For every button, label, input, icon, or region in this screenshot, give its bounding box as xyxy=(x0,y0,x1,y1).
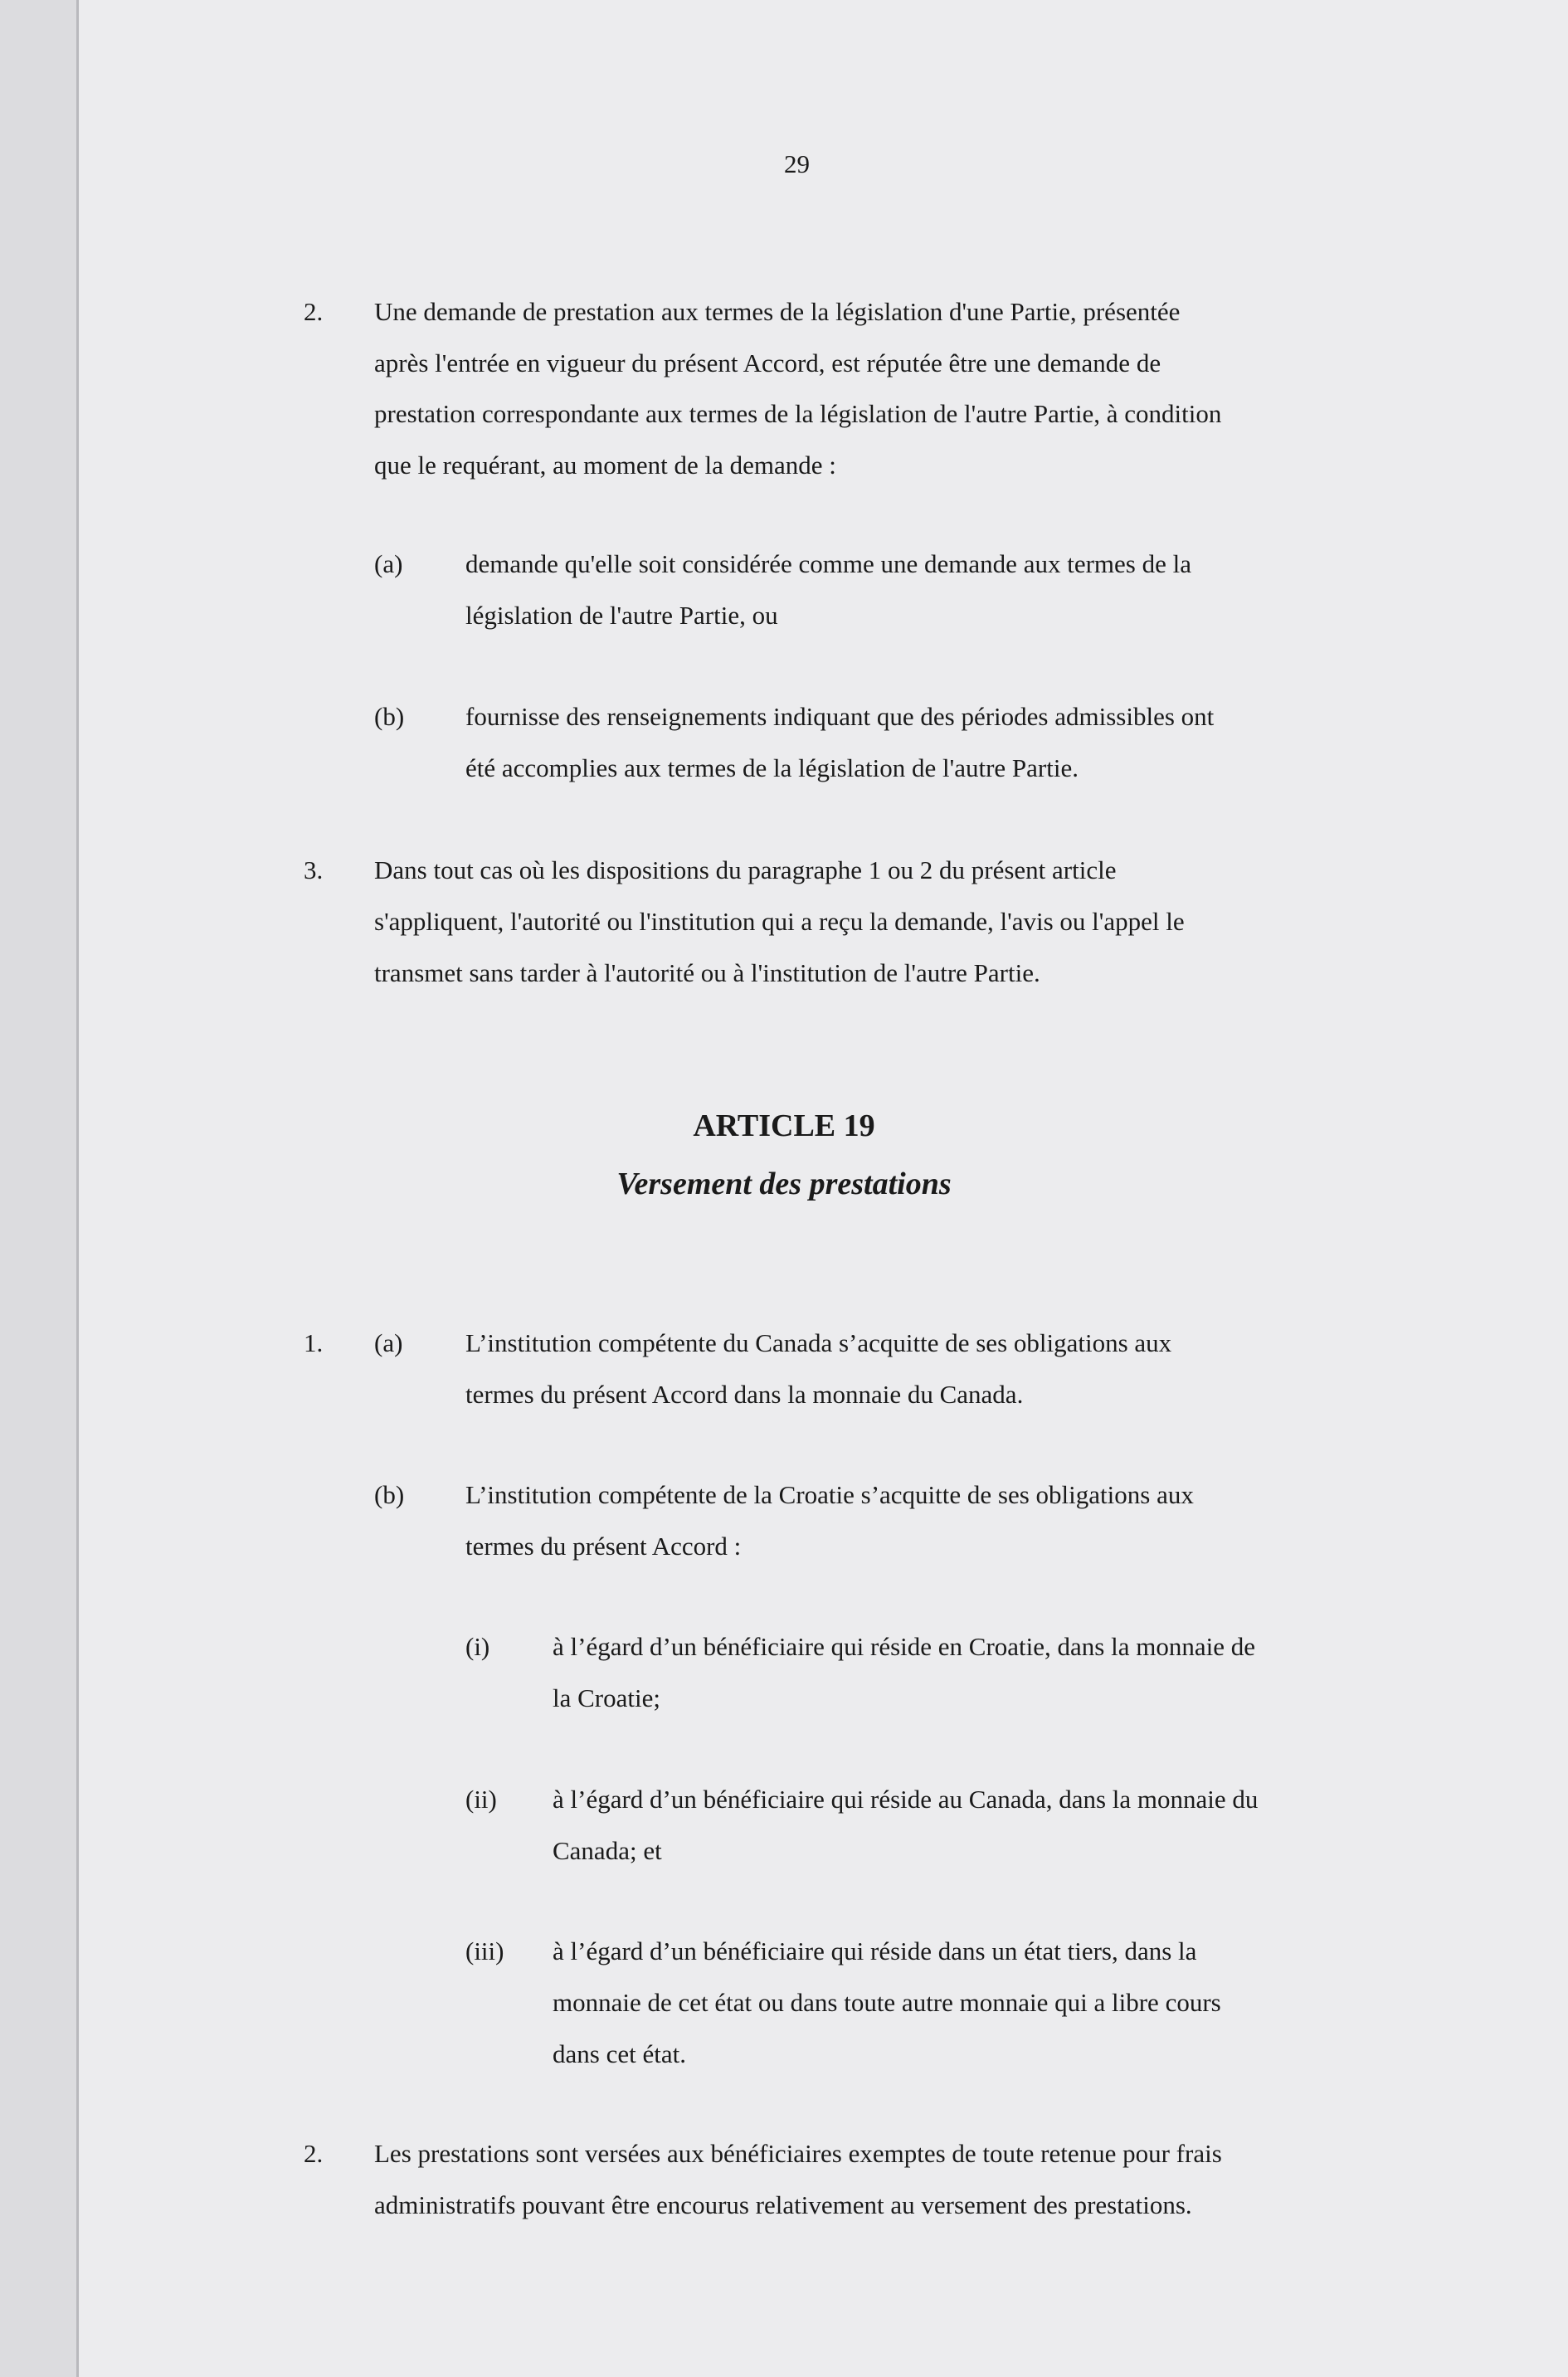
item-label: (a) xyxy=(374,549,403,578)
paragraph-number: 2. xyxy=(304,297,324,326)
paragraph-line: après l'entrée en vigueur du présent Accord, est réputée être une demande de xyxy=(374,348,1161,377)
paragraph-number: 2. xyxy=(304,2139,324,2168)
subitem-line: Canada; et xyxy=(553,1836,662,1865)
paragraph-line: administratifs pouvant être encourus relativement au versement des prestations. xyxy=(374,2190,1192,2219)
subitem-label: (ii) xyxy=(465,1785,497,1814)
subitem-label: (i) xyxy=(465,1632,490,1661)
subitem-line: à l’égard d’un bénéficiaire qui réside en Croatie, dans la monnaie de xyxy=(553,1632,1255,1661)
item-line: demande qu'elle soit considérée comme une demande aux termes de la xyxy=(465,549,1191,578)
article-title: Versement des prestations xyxy=(616,1167,952,1201)
paragraph-line: s'appliquent, l'autorité ou l'institution qui a reçu la demande, l'avis ou l'appel le xyxy=(374,907,1185,936)
subitem-line: dans cet état. xyxy=(553,2039,686,2068)
article-number: ARTICLE 19 xyxy=(693,1108,875,1143)
paragraph-line: prestation correspondante aux termes de la législation de l'autre Partie, à condition xyxy=(374,399,1222,428)
subitem-label: (iii) xyxy=(465,1936,504,1965)
item-label: (b) xyxy=(374,1480,405,1509)
item-line: été accomplies aux termes de la législation de l'autre Partie. xyxy=(465,753,1079,782)
paragraph-number: 1. xyxy=(304,1328,324,1357)
item-line: L’institution compétente du Canada s’acquitte de ses obligations aux xyxy=(465,1328,1172,1357)
item-line: législation de l'autre Partie, ou xyxy=(465,601,778,630)
item-line: termes du présent Accord : xyxy=(465,1532,742,1561)
item-label: (b) xyxy=(374,702,405,731)
item-line: termes du présent Accord dans la monnaie du Canada. xyxy=(465,1380,1024,1409)
subitem-line: monnaie de cet état ou dans toute autre monnaie qui a libre cours xyxy=(553,1988,1221,2017)
subitem-line: à l’égard d’un bénéficiaire qui réside dans un état tiers, dans la xyxy=(553,1936,1197,1965)
page-number: 29 xyxy=(784,149,810,178)
paragraph-line: Les prestations sont versées aux bénéficiaires exemptes de toute retenue pour frais xyxy=(374,2139,1222,2168)
subitem-line: la Croatie; xyxy=(553,1683,660,1712)
paragraph-line: que le requérant, au moment de la demande : xyxy=(374,451,836,480)
subitem-line: à l’égard d’un bénéficiaire qui réside au Canada, dans la monnaie du xyxy=(553,1785,1259,1814)
item-label: (a) xyxy=(374,1328,403,1357)
item-line: fournisse des renseignements indiquant que des périodes admissibles ont xyxy=(465,702,1215,731)
paragraph-line: Dans tout cas où les dispositions du paragraphe 1 ou 2 du présent article xyxy=(374,855,1117,884)
item-line: L’institution compétente de la Croatie s’acquitte de ses obligations aux xyxy=(465,1480,1194,1509)
paragraph-line: transmet sans tarder à l'autorité ou à l'institution de l'autre Partie. xyxy=(374,958,1040,987)
paragraph-line: Une demande de prestation aux termes de la législation d'une Partie, présentée xyxy=(374,297,1181,326)
paragraph-number: 3. xyxy=(304,855,324,884)
